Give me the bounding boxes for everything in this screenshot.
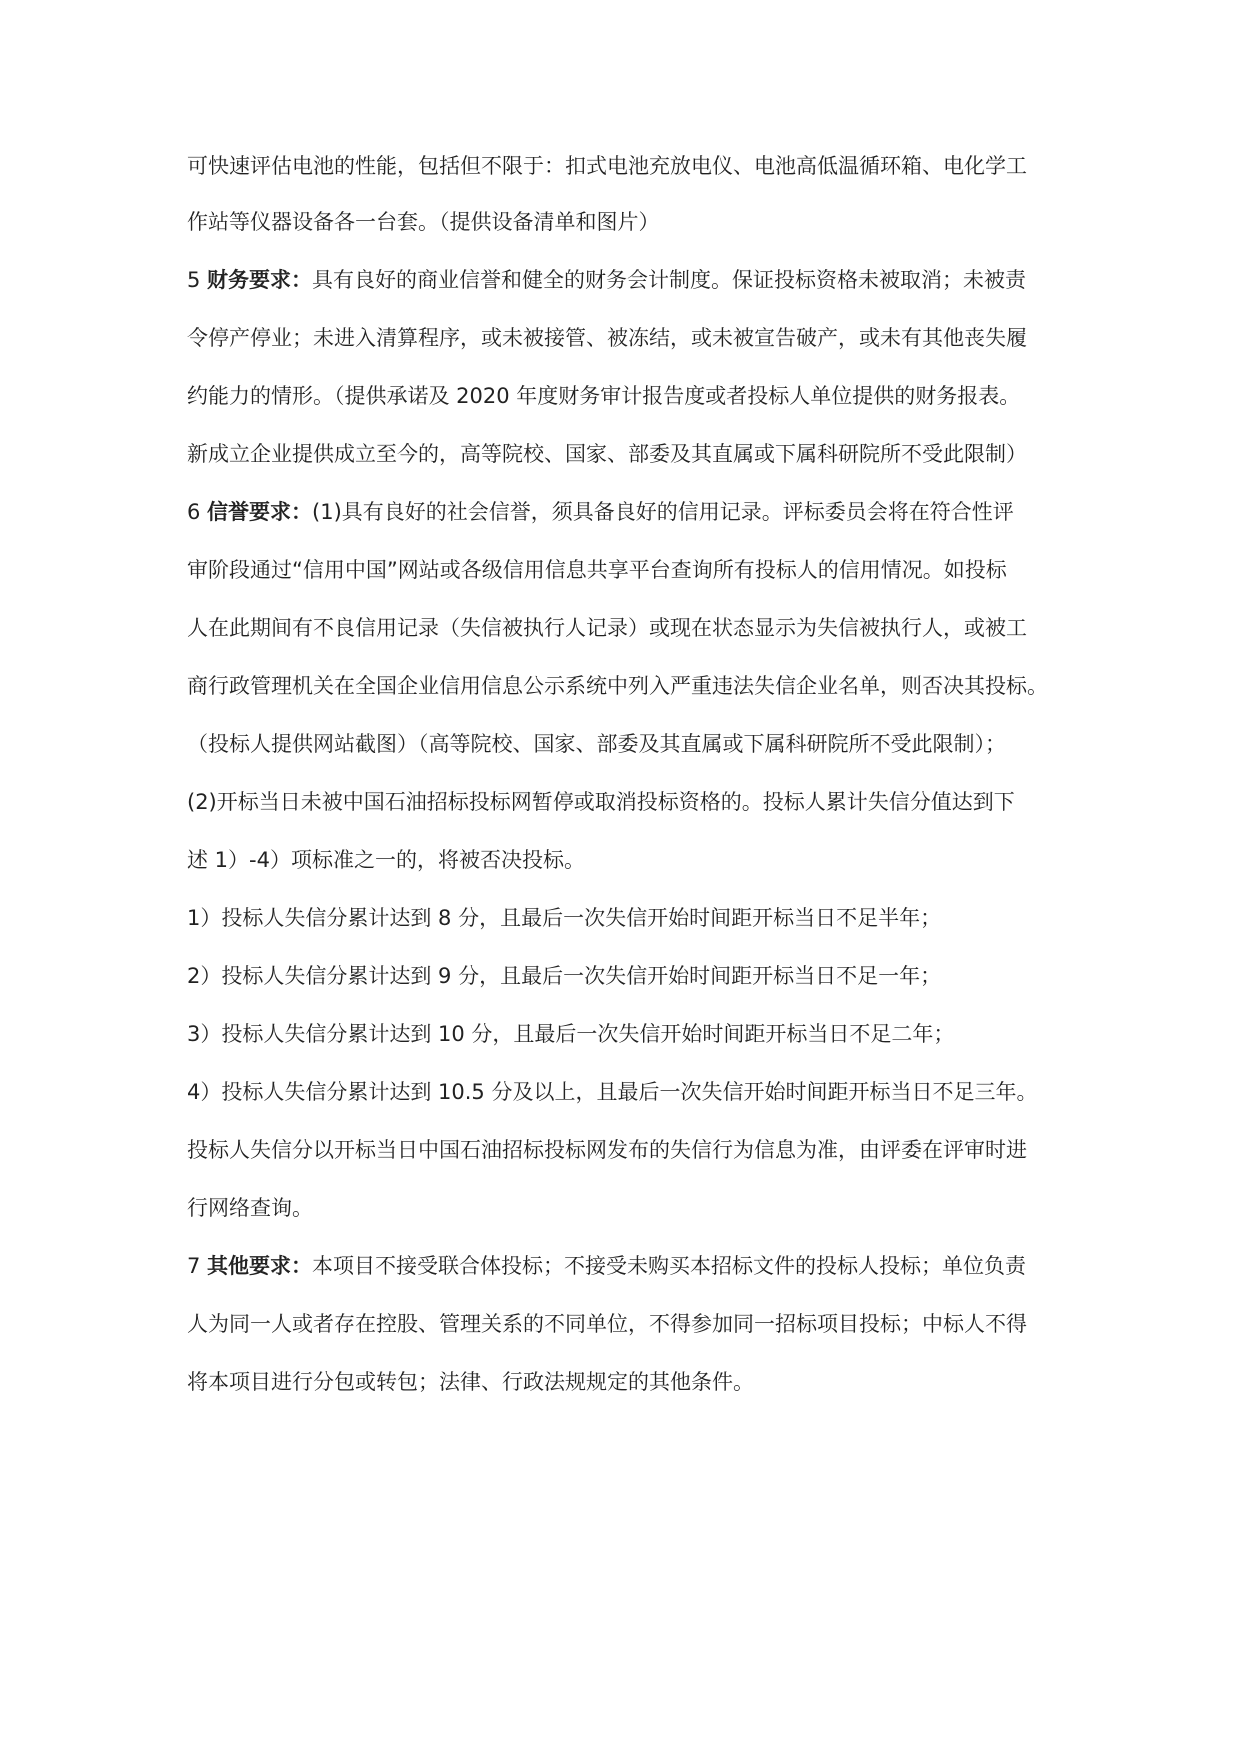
text-line: 可快速评估电池的性能，包括但不限于：扣式电池充放电仪、电池高低温循环箱、电化学工 [187, 154, 1027, 178]
section-6-reputation: 6 信誉要求：(1)具有良好的社会信誉，须具备良好的信用记录。评标委员会将在符合性评 [187, 500, 1014, 524]
text-line: 述 1）-4）项标准之一的，将被否决投标。 [187, 848, 585, 872]
section-heading: 信誉要求： [207, 500, 313, 524]
list-item: 4）投标人失信分累计达到 10.5 分及以上，且最后一次失信开始时间距开标当日不足三年。 [187, 1080, 1038, 1104]
text-line: 审阶段通过“信用中国”网站或各级信用信息共享平台查询所有投标人的信用情况。如投标 [187, 558, 1007, 582]
text-line: 新成立企业提供成立至今的，高等院校、国家、部委及其直属或下属科研院所不受此限制） [187, 442, 1027, 466]
text-line: 作站等仪器设备各一台套。（提供设备清单和图片） [187, 210, 660, 234]
text-line: 行网络查询。 [187, 1196, 313, 1220]
text-line: 约能力的情形。（提供承诺及 2020 年度财务审计报告度或者投标人单位提供的财务报表。 [187, 384, 1021, 408]
text-line: 将本项目进行分包或转包；法律、行政法规规定的其他条件。 [187, 1370, 754, 1394]
list-item: 3）投标人失信分累计达到 10 分，且最后一次失信开始时间距开标当日不足二年； [187, 1022, 955, 1046]
text-line: 人为同一人或者存在控股、管理关系的不同单位，不得参加同一招标项目投标；中标人不得 [187, 1312, 1027, 1336]
text-line: 商行政管理机关在全国企业信用信息公示系统中列入严重违法失信企业名单，则否决其投标。 [187, 674, 1048, 698]
section-heading: 其他要求： [207, 1254, 313, 1278]
text-line: (2)开标当日未被中国石油招标投标网暂停或取消投标资格的。投标人累计失信分值达到下 [187, 790, 1015, 814]
text-line: （投标人提供网站截图）（高等院校、国家、部委及其直属或下属科研院所不受此限制）； [187, 732, 1006, 756]
text-line: 令停产停业；未进入清算程序，或未被接管、被冻结，或未被宣告破产，或未有其他丧失履 [187, 326, 1027, 350]
text-line: 人在此期间有不良信用记录（失信被执行人记录）或现在状态显示为失信被执行人，或被工 [187, 616, 1027, 640]
list-item: 2）投标人失信分累计达到 9 分，且最后一次失信开始时间距开标当日不足一年； [187, 964, 942, 988]
section-heading: 财务要求： [207, 268, 313, 292]
list-item: 1）投标人失信分累计达到 8 分，且最后一次失信开始时间距开标当日不足半年； [187, 906, 942, 930]
section-5-finance: 5 财务要求：具有良好的商业信誉和健全的财务会计制度。保证投标资格未被取消；未被责 [187, 268, 1027, 292]
text-line: 投标人失信分以开标当日中国石油招标投标网发布的失信行为信息为准，由评委在评审时进 [187, 1138, 1027, 1162]
section-7-other: 7 其他要求：本项目不接受联合体投标；不接受未购买本招标文件的投标人投标；单位负责 [187, 1254, 1027, 1278]
